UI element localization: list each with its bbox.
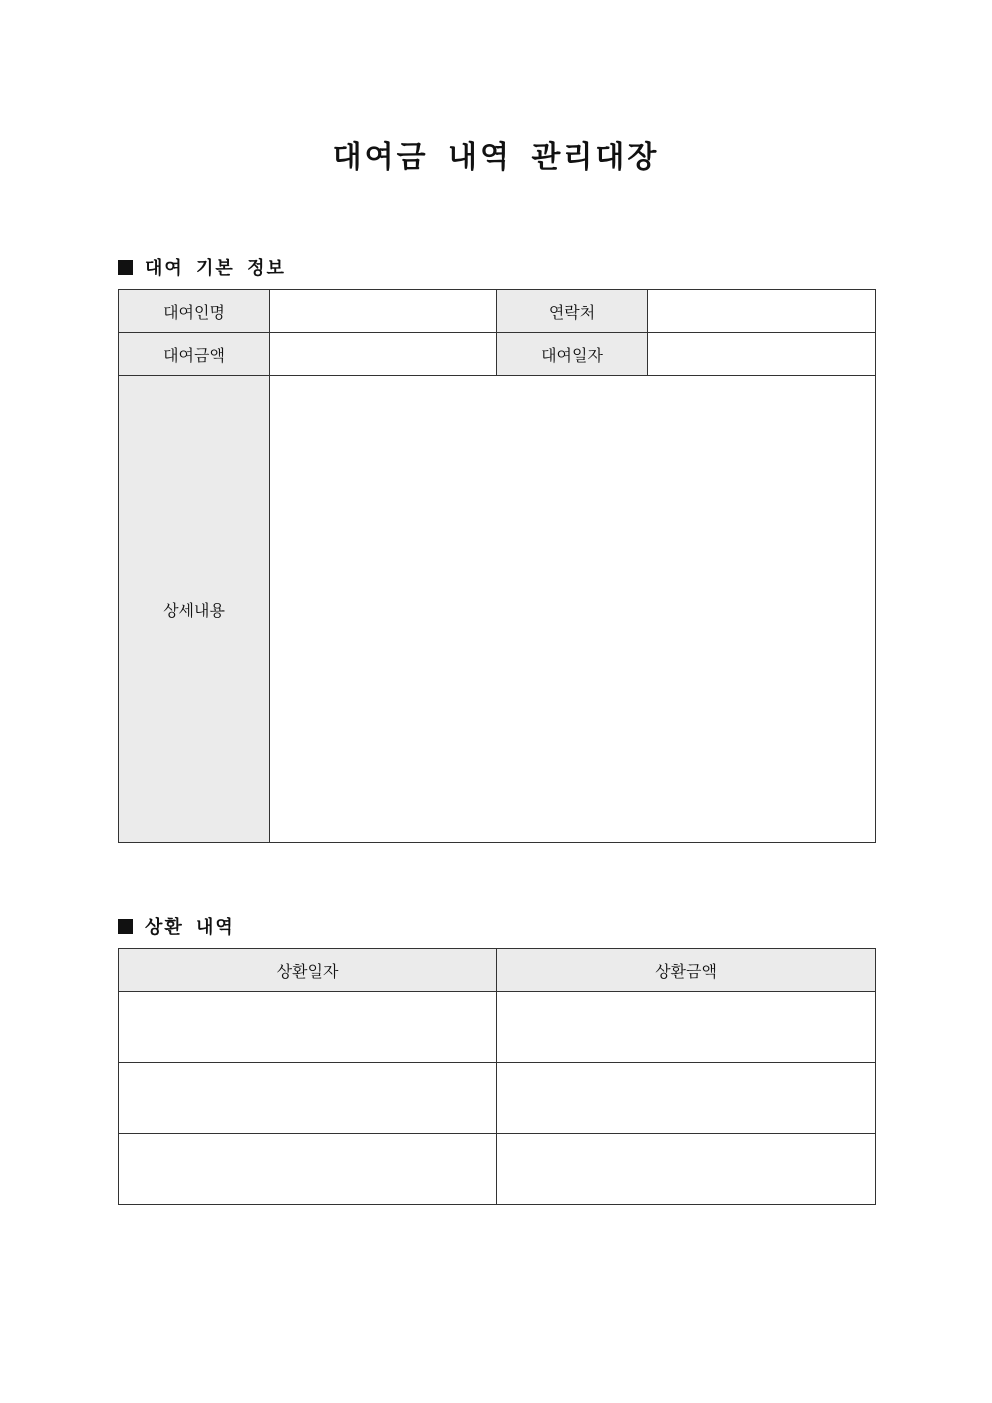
repayment-heading-text: 상환 내역 [145, 917, 235, 938]
repayment-date-header: 상환일자 [119, 949, 497, 992]
bullet-square-icon [118, 260, 133, 275]
details-field[interactable] [270, 376, 876, 843]
loan-amount-label: 대여금액 [119, 333, 270, 376]
loan-amount-field[interactable] [270, 333, 497, 376]
details-label: 상세내용 [119, 376, 270, 843]
repayment-date-cell[interactable] [119, 1063, 497, 1134]
repayment-date-cell[interactable] [119, 992, 497, 1063]
repayment-amount-cell[interactable] [497, 1063, 876, 1134]
repayment-amount-cell[interactable] [497, 1134, 876, 1205]
repayment-amount-cell[interactable] [497, 992, 876, 1063]
loan-date-field[interactable] [648, 333, 876, 376]
loan-date-label: 대여일자 [497, 333, 648, 376]
table-header-row [119, 949, 876, 992]
table-row [119, 1134, 876, 1205]
repayment-amount-header: 상환금액 [497, 949, 876, 992]
basic-info-heading-text: 대여 기본 정보 [145, 258, 286, 279]
table-row [119, 992, 876, 1063]
lender-name-field[interactable] [270, 290, 497, 333]
bullet-square-icon [118, 919, 133, 934]
table-row [119, 376, 876, 843]
repayment-heading [118, 913, 235, 939]
table-row [119, 333, 876, 376]
table-row [119, 290, 876, 333]
lender-name-label: 대여인명 [119, 290, 270, 333]
document-title: 대여금 내역 관리대장 [332, 140, 660, 175]
contact-label: 연락처 [497, 290, 648, 333]
repayment-table [118, 948, 876, 1205]
table-row [119, 1063, 876, 1134]
basic-info-table [118, 289, 876, 843]
contact-field[interactable] [648, 290, 876, 333]
basic-info-heading [118, 254, 286, 280]
repayment-date-cell[interactable] [119, 1134, 497, 1205]
